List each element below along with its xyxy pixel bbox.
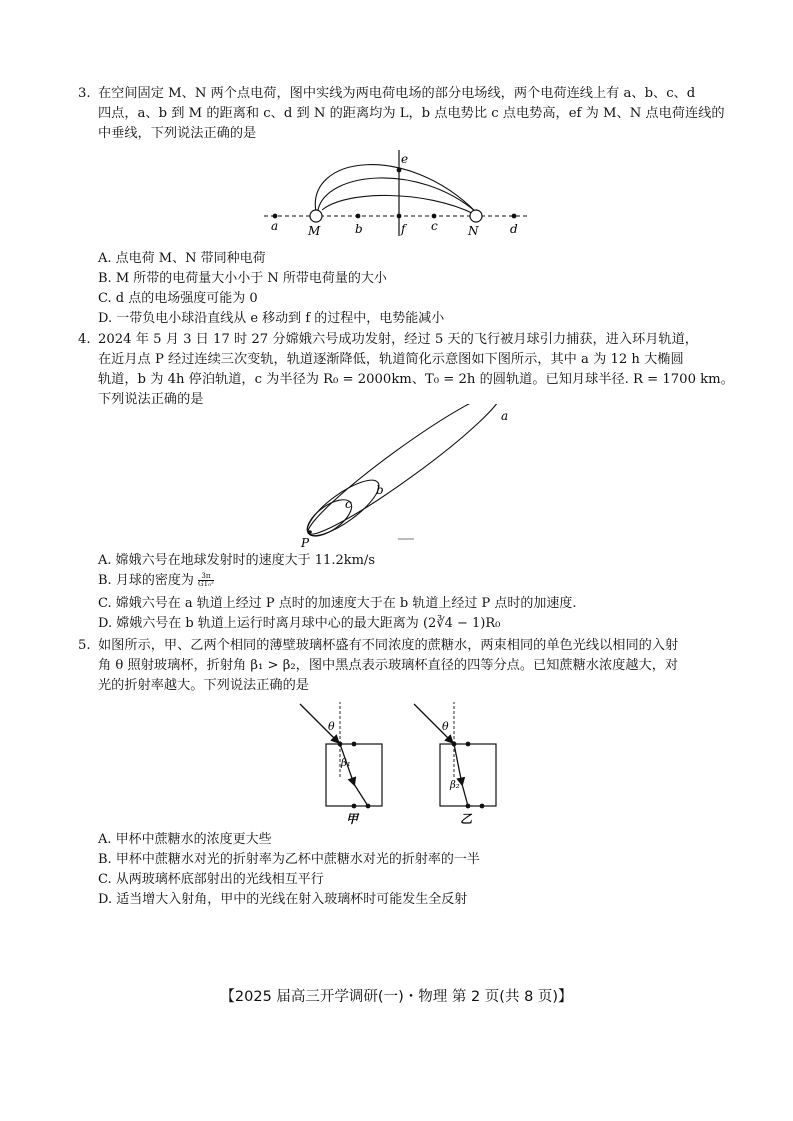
q3-option-b: B. M 所带的电荷量大小小于 N 所带电荷量的大小	[98, 271, 387, 286]
q5-label-beta-2: β₂	[450, 780, 460, 791]
q4-option-b-text: B. 月球的密度为	[98, 573, 194, 588]
q5-option-a: A. 甲杯中蔗糖水的浓度更大些	[98, 832, 272, 847]
q5-glass-cups-figure	[290, 696, 500, 830]
q3-point-d	[512, 214, 517, 219]
q3-electric-field-figure	[258, 146, 538, 242]
q4-stem-line-3: 轨道，b 为 4h 停泊轨道，c 为半径为 R₀ = 2000km、T₀ = 2h 的圆轨道。已知月球半径. R = 1700 km。	[98, 372, 734, 387]
q3-field-line-inner	[322, 195, 474, 214]
q3-charge-M	[310, 210, 322, 222]
q3-label-a: a	[271, 219, 279, 233]
q5-stem-line-2: 角 θ 照射玻璃杯，折射角 β₁ > β₂，图中黑点表示玻璃杯直径的四等分点。已知蔗糖水浓度越大，对	[98, 658, 679, 673]
q4-orbit-a	[300, 404, 510, 545]
q3-label-e: e	[401, 152, 409, 166]
q4-orbit-b	[300, 471, 386, 544]
q4-label-c: c	[345, 497, 352, 511]
q4-point-P	[308, 530, 312, 534]
q3-label-M: M	[308, 224, 321, 238]
q3-point-e	[397, 168, 402, 173]
q3-point-c	[432, 214, 437, 219]
q3-option-c: C. d 点的电场强度可能为 0	[98, 291, 258, 306]
q5-option-b: B. 甲杯中蔗糖水对光的折射率为乙杯中蔗糖水对光的折射率的一半	[98, 852, 480, 867]
q4-stem-line-4: 下列说法正确的是	[98, 392, 204, 407]
q4-label-P: P	[301, 536, 310, 550]
q3-label-d: d	[510, 222, 518, 236]
q3-point-b	[356, 214, 361, 219]
q3-charge-N	[470, 210, 482, 222]
q5-cup-yi	[414, 702, 496, 826]
q5-label-theta-2: θ	[442, 720, 449, 733]
q4-option-a: A. 嫦娥六号在地球发射时的速度大于 11.2km/s	[98, 553, 375, 568]
q4-stem-line-1: 2024 年 5 月 3 日 17 时 27 分嫦娥六号成功发射，经过 5 天的飞行被月球引力捕获，进入环月轨道，	[98, 332, 698, 347]
q3-stem-line-3: 中垂线，下列说法正确的是	[98, 126, 257, 141]
q5-option-d: D. 适当增大入射角，甲中的光线在射入玻璃杯时可能发生全反射	[98, 892, 468, 907]
q4-orbit-figure	[270, 404, 530, 554]
q3-number: 3.	[78, 86, 91, 101]
q5-stem-line-3: 光的折射率越大。下列说法正确的是	[98, 678, 309, 693]
q3-label-N: N	[468, 224, 479, 238]
q4-option-d: D. 嫦娥六号在 b 轨道上运行时离月球中心的最大距离为 (2∛4 − 1)R₀	[98, 616, 501, 631]
q4-option-c: C. 嫦娥六号在 a 轨道上经过 P 点时的加速度大于在 b 轨道上经过 P 点时的加速度.	[98, 596, 577, 611]
q3-stem-line-1: 在空间固定 M、N 两个点电荷，图中实线为两电荷电场的部分电场线，两个电荷连线上有 a、b、c、d	[98, 86, 696, 101]
q5-stem-line-1: 如图所示，甲、乙两个相同的薄壁玻璃杯盛有不同浓度的蔗糖水，两束相同的单色光线以相同的入射	[98, 638, 679, 653]
q4-fraction-numerator: 3π	[198, 573, 214, 581]
q3-label-f: f	[401, 222, 406, 236]
q3-label-c: c	[431, 219, 438, 233]
q3-field-line-middle	[318, 178, 476, 212]
q5-label-beta-1: β₁	[341, 758, 351, 769]
q5-label-yi: 乙	[460, 812, 473, 826]
q3-point-f	[397, 214, 402, 219]
q4-option-b	[98, 571, 214, 591]
q3-option-d: D. 一带负电小球沿直线从 e 移动到 f 的过程中，电势能减小	[98, 311, 445, 326]
q3-option-a: A. 点电荷 M、N 带同种电荷	[98, 251, 266, 266]
q4-label-b: b	[376, 483, 384, 497]
q5-number: 5.	[78, 638, 91, 653]
page-footer: 【2025 届高三开学调研(一)・物理 第 2 页(共 8 页)】	[220, 989, 573, 1005]
q5-option-c: C. 从两玻璃杯底部射出的光线相互平行	[98, 872, 324, 887]
q3-point-a	[273, 214, 278, 219]
q3-stem-line-2: 四点，a、b 到 M 的距离和 c、d 到 N 的距离均为 L，b 点电势比 c 点电势高，ef 为 M、N 点电荷连线的	[98, 106, 725, 121]
q4-label-a: a	[501, 409, 509, 423]
q3-label-b: b	[355, 222, 363, 236]
q5-cup-jia	[300, 702, 382, 826]
q4-number: 4.	[78, 332, 91, 347]
q4-stem-line-2: 在近月点 P 经过连续三次变轨，轨道逐渐降低，轨道简化示意图如下图所示，其中 a 为 12 h 大椭圆	[98, 352, 684, 367]
q4-fraction-denominator: GT₀²	[197, 580, 214, 588]
q4-density-fraction	[198, 573, 214, 588]
q5-label-theta-1: θ	[328, 720, 335, 733]
q5-label-jia: 甲	[346, 812, 359, 826]
